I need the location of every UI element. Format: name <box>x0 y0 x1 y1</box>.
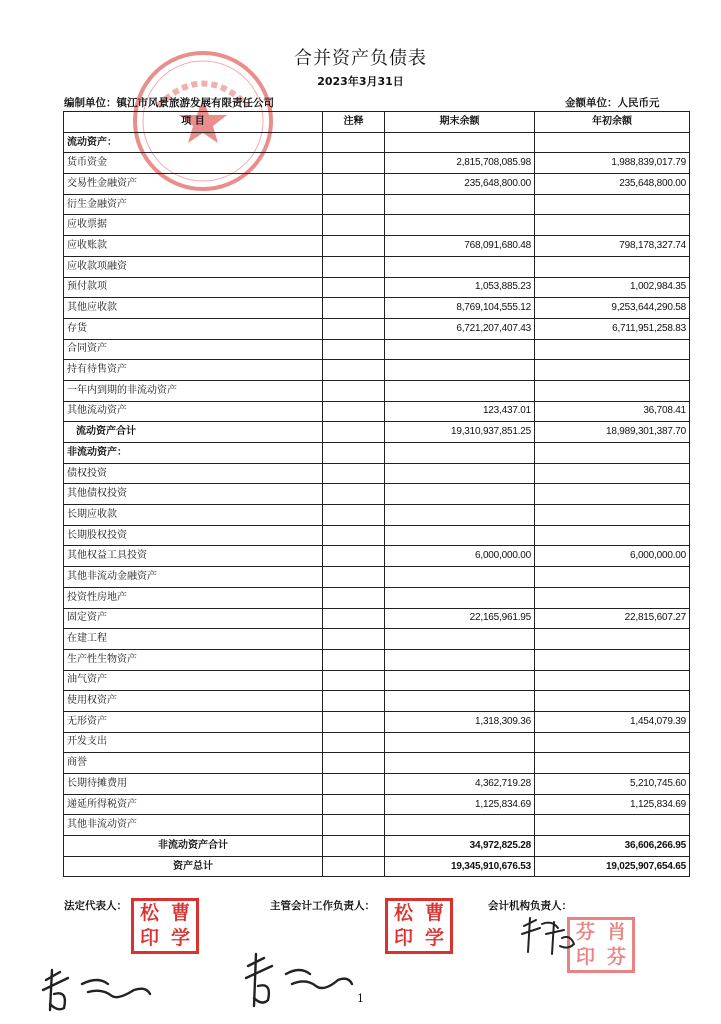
begin-balance-cell <box>535 443 690 464</box>
note-cell <box>323 318 385 339</box>
table-row <box>64 753 690 774</box>
table-row <box>64 277 690 298</box>
begin-balance-cell: 36,708.41 <box>535 401 690 422</box>
item-cell: 长期待摊费用 <box>64 774 323 795</box>
item-cell: 交易性金融资产 <box>64 174 323 195</box>
item-cell: 应收票据 <box>64 215 323 236</box>
end-balance-cell: 768,091,680.48 <box>385 236 535 257</box>
begin-balance-cell: 6,000,000.00 <box>535 546 690 567</box>
table-row <box>64 815 690 836</box>
begin-balance-cell <box>535 256 690 277</box>
begin-balance-cell <box>535 194 690 215</box>
note-cell <box>323 132 385 153</box>
item-cell: 流动资产合计 <box>64 422 323 443</box>
note-cell <box>323 546 385 567</box>
begin-balance-cell <box>535 360 690 381</box>
table-row <box>64 236 690 257</box>
table-row <box>64 339 690 360</box>
item-cell: 债权投资 <box>64 463 323 484</box>
end-balance-cell <box>385 587 535 608</box>
end-balance-cell <box>385 339 535 360</box>
table-row <box>64 318 690 339</box>
note-cell <box>323 836 385 857</box>
note-cell <box>323 215 385 236</box>
table-row <box>64 132 690 153</box>
table-row <box>64 732 690 753</box>
end-balance-cell <box>385 194 535 215</box>
column-header-item: 项 目 <box>64 112 323 133</box>
stamp-char: 学 <box>170 927 190 949</box>
end-balance-cell: 19,345,910,676.53 <box>385 856 535 877</box>
table-row <box>64 401 690 422</box>
end-balance-cell <box>385 815 535 836</box>
begin-balance-cell <box>535 649 690 670</box>
item-cell: 非流动资产： <box>64 443 323 464</box>
item-cell: 应收账款 <box>64 236 323 257</box>
table-row <box>64 649 690 670</box>
note-cell <box>323 815 385 836</box>
note-cell <box>323 608 385 629</box>
begin-balance-cell <box>535 215 690 236</box>
item-cell: 其他债权投资 <box>64 484 323 505</box>
item-cell: 存货 <box>64 318 323 339</box>
table-row <box>64 711 690 732</box>
begin-balance-cell: 9,253,644,290.58 <box>535 298 690 319</box>
signature-legal-rep-icon <box>38 960 158 1016</box>
table-row <box>64 608 690 629</box>
legal-representative-label: 法定代表人： <box>64 900 127 912</box>
note-cell <box>323 753 385 774</box>
begin-balance-cell <box>535 339 690 360</box>
note-cell <box>323 649 385 670</box>
item-cell: 持有待售资产 <box>64 360 323 381</box>
note-cell <box>323 153 385 174</box>
begin-balance-cell <box>535 380 690 401</box>
begin-balance-cell <box>535 691 690 712</box>
item-cell: 油气资产 <box>64 670 323 691</box>
begin-balance-cell <box>535 732 690 753</box>
item-cell: 其他非流动金融资产 <box>64 567 323 588</box>
stamp-char: 松 <box>139 902 159 924</box>
note-cell <box>323 774 385 795</box>
item-cell: 衍生金融资产 <box>64 194 323 215</box>
column-header-note: 注释 <box>323 112 385 133</box>
end-balance-cell <box>385 256 535 277</box>
end-balance-cell <box>385 691 535 712</box>
note-cell <box>323 587 385 608</box>
end-balance-cell: 1,053,885.23 <box>385 277 535 298</box>
note-cell <box>323 236 385 257</box>
note-cell <box>323 794 385 815</box>
end-balance-cell <box>385 670 535 691</box>
begin-balance-cell: 1,454,079.39 <box>535 711 690 732</box>
note-cell <box>323 360 385 381</box>
table-row <box>64 567 690 588</box>
note-cell <box>323 298 385 319</box>
item-cell: 投资性房地产 <box>64 587 323 608</box>
table-row <box>64 629 690 650</box>
stamp-char: 芬 <box>575 921 595 943</box>
end-balance-cell <box>385 215 535 236</box>
end-balance-cell <box>385 525 535 546</box>
table-row <box>64 670 690 691</box>
note-cell <box>323 339 385 360</box>
note-cell <box>323 380 385 401</box>
note-cell <box>323 256 385 277</box>
signature-accounting-head-icon <box>238 948 358 1012</box>
page-title: 合并资产负债表 <box>294 48 427 69</box>
begin-balance-cell <box>535 505 690 526</box>
begin-balance-cell <box>535 587 690 608</box>
begin-balance-cell: 235,648,800.00 <box>535 174 690 195</box>
item-cell: 在建工程 <box>64 629 323 650</box>
end-balance-cell <box>385 732 535 753</box>
table-row <box>64 587 690 608</box>
table-row <box>64 298 690 319</box>
item-cell: 递延所得税资产 <box>64 794 323 815</box>
item-cell: 商誉 <box>64 753 323 774</box>
end-balance-cell: 34,972,825.28 <box>385 836 535 857</box>
item-cell: 生产性生物资产 <box>64 649 323 670</box>
column-header-begin-balance: 年初余额 <box>535 112 690 133</box>
end-balance-cell <box>385 360 535 381</box>
note-cell <box>323 567 385 588</box>
note-cell <box>323 525 385 546</box>
table-row <box>64 443 690 464</box>
end-balance-cell: 1,318,309.36 <box>385 711 535 732</box>
table-row <box>64 546 690 567</box>
item-cell: 资产总计 <box>64 856 323 877</box>
item-cell: 长期应收款 <box>64 505 323 526</box>
stamp-char: 印 <box>575 946 595 968</box>
end-balance-cell: 19,310,937,851.25 <box>385 422 535 443</box>
table-body <box>64 132 690 877</box>
stamp-char: 曹 <box>170 902 190 924</box>
begin-balance-cell: 5,210,745.60 <box>535 774 690 795</box>
table-row <box>64 774 690 795</box>
note-cell <box>323 443 385 464</box>
begin-balance-cell: 36,606,266.95 <box>535 836 690 857</box>
end-balance-cell: 6,721,207,407.43 <box>385 318 535 339</box>
end-balance-cell <box>385 463 535 484</box>
item-cell: 固定资产 <box>64 608 323 629</box>
item-cell: 使用权资产 <box>64 691 323 712</box>
note-cell <box>323 174 385 195</box>
end-balance-cell <box>385 649 535 670</box>
report-date: 2023年3月31日 <box>317 75 404 88</box>
begin-balance-cell <box>535 815 690 836</box>
begin-balance-cell: 18,989,301,387.70 <box>535 422 690 443</box>
item-cell: 非流动资产合计 <box>64 836 323 857</box>
item-cell: 其他非流动资产 <box>64 815 323 836</box>
item-cell: 开发支出 <box>64 732 323 753</box>
table-row <box>64 484 690 505</box>
table-row <box>64 153 690 174</box>
table-row <box>64 856 690 877</box>
begin-balance-cell <box>535 484 690 505</box>
note-cell <box>323 670 385 691</box>
note-cell <box>323 463 385 484</box>
item-cell: 其他应收款 <box>64 298 323 319</box>
stamp-char: 印 <box>393 927 413 949</box>
end-balance-cell <box>385 132 535 153</box>
end-balance-cell <box>385 380 535 401</box>
end-balance-cell: 1,125,834.69 <box>385 794 535 815</box>
note-cell <box>323 422 385 443</box>
note-cell <box>323 732 385 753</box>
table-row <box>64 505 690 526</box>
end-balance-cell <box>385 753 535 774</box>
accounting-dept-head-label: 会计机构负责人： <box>488 900 572 912</box>
note-cell <box>323 856 385 877</box>
table-row <box>64 836 690 857</box>
stamp-char: 学 <box>424 927 444 949</box>
legal-rep-stamp <box>131 898 199 954</box>
signature-accounting-dept-head-icon <box>518 914 580 958</box>
item-cell: 流动资产： <box>64 132 323 153</box>
end-balance-cell <box>385 443 535 464</box>
item-cell: 应收款项融资 <box>64 256 323 277</box>
table-row <box>64 525 690 546</box>
accounting-head-label: 主管会计工作负责人： <box>270 900 375 912</box>
end-balance-cell: 2,815,708,085.98 <box>385 153 535 174</box>
note-cell <box>323 505 385 526</box>
currency-unit: 金额单位：人民币元 <box>565 97 660 109</box>
stamp-char: 印 <box>139 927 159 949</box>
note-cell <box>323 277 385 298</box>
end-balance-cell: 8,769,104,555.12 <box>385 298 535 319</box>
stamp-char: 芬 <box>606 946 626 968</box>
item-cell: 一年内到期的非流动资产 <box>64 380 323 401</box>
note-cell <box>323 711 385 732</box>
table-row <box>64 194 690 215</box>
end-balance-cell: 123,437.01 <box>385 401 535 422</box>
begin-balance-cell: 1,125,834.69 <box>535 794 690 815</box>
begin-balance-cell: 1,988,839,017.79 <box>535 153 690 174</box>
column-header-end-balance: 期末余额 <box>385 112 535 133</box>
end-balance-cell <box>385 567 535 588</box>
item-cell: 无形资产 <box>64 711 323 732</box>
end-balance-cell: 22,165,961.95 <box>385 608 535 629</box>
item-cell: 合同资产 <box>64 339 323 360</box>
begin-balance-cell <box>535 753 690 774</box>
table-row <box>64 215 690 236</box>
stamp-char: 肖 <box>606 921 626 943</box>
begin-balance-cell <box>535 670 690 691</box>
note-cell <box>323 194 385 215</box>
begin-balance-cell <box>535 525 690 546</box>
note-cell <box>323 401 385 422</box>
item-cell: 货币资金 <box>64 153 323 174</box>
end-balance-cell: 6,000,000.00 <box>385 546 535 567</box>
stamp-char: 松 <box>393 902 413 924</box>
item-cell: 其他流动资产 <box>64 401 323 422</box>
balance-sheet-table <box>63 111 690 877</box>
table-row <box>64 463 690 484</box>
table-row <box>64 422 690 443</box>
end-balance-cell <box>385 629 535 650</box>
item-cell: 其他权益工具投资 <box>64 546 323 567</box>
table-row <box>64 794 690 815</box>
begin-balance-cell: 798,178,327.74 <box>535 236 690 257</box>
begin-balance-cell <box>535 567 690 588</box>
begin-balance-cell <box>535 132 690 153</box>
begin-balance-cell: 19,025,907,654.65 <box>535 856 690 877</box>
table-header-row <box>64 112 690 133</box>
compiling-org: 编制单位：镇江市风景旅游发展有限责任公司 <box>64 97 274 109</box>
table-row <box>64 380 690 401</box>
begin-balance-cell <box>535 463 690 484</box>
end-balance-cell: 235,648,800.00 <box>385 174 535 195</box>
end-balance-cell <box>385 505 535 526</box>
note-cell <box>323 484 385 505</box>
accounting-head-stamp <box>385 898 453 954</box>
begin-balance-cell: 1,002,984.35 <box>535 277 690 298</box>
end-balance-cell <box>385 484 535 505</box>
begin-balance-cell <box>535 629 690 650</box>
table-row <box>64 174 690 195</box>
table-row <box>64 360 690 381</box>
begin-balance-cell: 22,815,607.27 <box>535 608 690 629</box>
note-cell <box>323 629 385 650</box>
end-balance-cell: 4,362,719.28 <box>385 774 535 795</box>
table-row <box>64 256 690 277</box>
note-cell <box>323 691 385 712</box>
item-cell: 长期股权投资 <box>64 525 323 546</box>
page-number: 1 <box>357 992 364 1005</box>
stamp-char: 曹 <box>424 902 444 924</box>
item-cell: 预付款项 <box>64 277 323 298</box>
begin-balance-cell: 6,711,951,258.83 <box>535 318 690 339</box>
table-row <box>64 691 690 712</box>
